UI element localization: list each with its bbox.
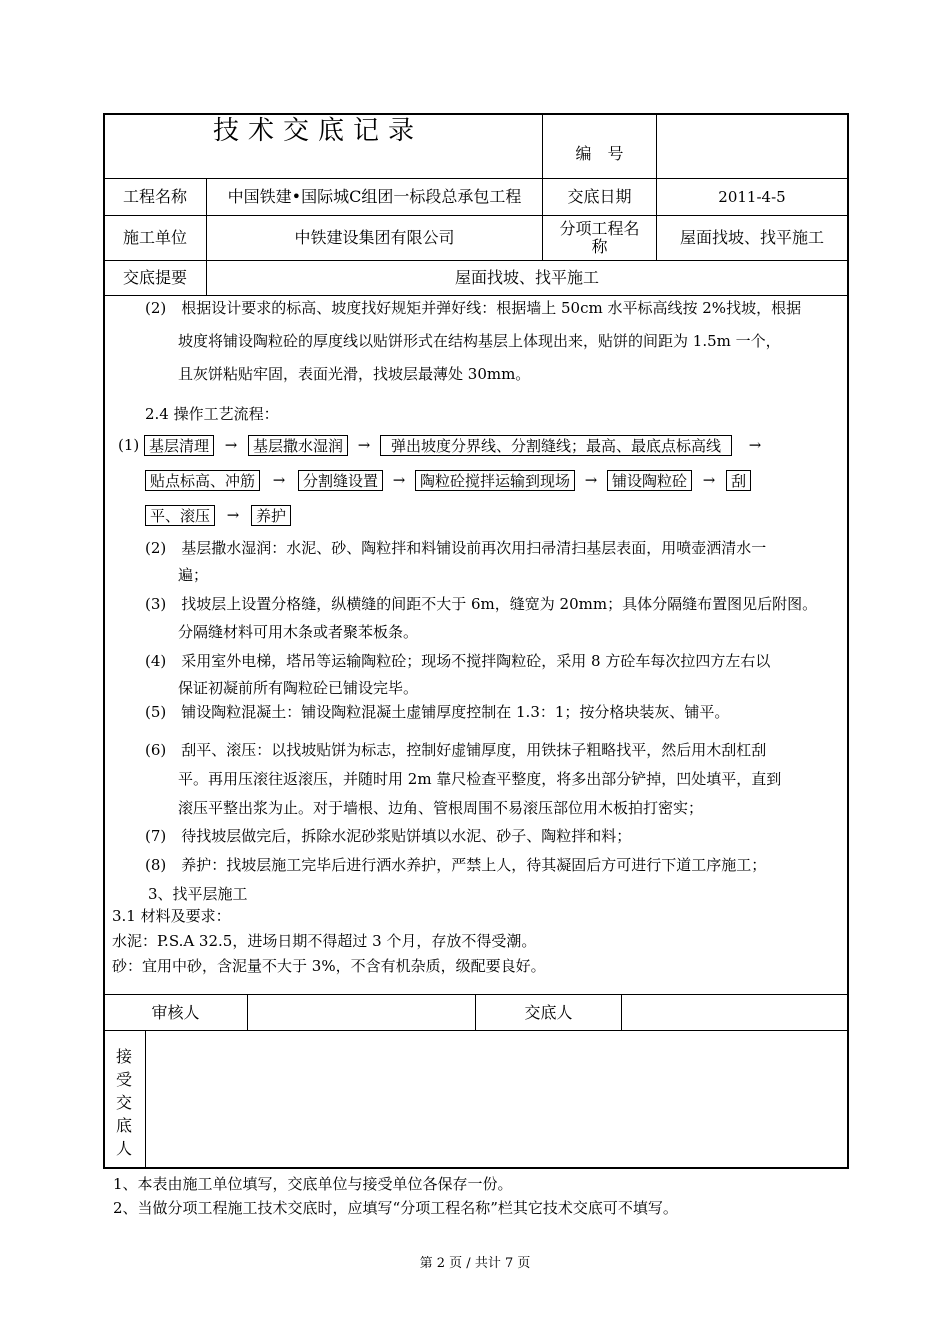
handover-value — [622, 995, 847, 1030]
receiver-char: 受 — [115, 1070, 132, 1089]
step-5-line-1: (5) 铺设陶粒混凝土：铺设陶粒混凝土虚铺厚度控制在 1.3：1；按分格块装灰、铺平。 — [145, 703, 730, 721]
date-value: 2011-4-5 — [718, 188, 786, 206]
step-3-line-2: 分隔缝材料可用木条或者聚苯板条。 — [178, 623, 419, 641]
unit-value: 中铁建设集团有限公司 — [294, 228, 455, 247]
page-footer: 第 2 页 / 共计 7 页 — [419, 1256, 531, 1271]
flow-step: 基层撒水湿润 — [248, 435, 348, 456]
note-2: 2、当做分项工程施工技术交底时，应填写“分项工程名称”栏其它技术交底可不填写。 — [113, 1199, 678, 1217]
project-label: 工程名称 — [122, 187, 187, 206]
flow-row-2 — [145, 468, 751, 492]
row-divider — [103, 295, 849, 296]
step-2-line-2: 遍； — [178, 566, 209, 584]
receiver-char: 人 — [115, 1139, 132, 1158]
step-6-line-3: 滚压平整出浆为止。对于墙根、边角、管根周围不易滚压部位用木板拍打密实； — [178, 799, 704, 817]
number-label: 编 号 — [575, 144, 624, 163]
step-6-line-1: (6) 刮平、滚压：以找坡贴饼为标志，控制好虚铺厚度，用铁抹子粗略找平，然后用木刮杠刮 — [145, 741, 767, 759]
step-6-line-2: 平。再用压滚往返滚压，并随时用 2m 靠尺检查平整度，将多出部分铲掉，凹处填平，直到 — [178, 770, 782, 788]
flow-heading: 2.4 操作工艺流程： — [145, 405, 279, 423]
arrow-icon: → — [272, 471, 286, 489]
p2-line-3: 且灰饼粘贴牢固，表面光滑，找坡层最薄处 30mm。 — [178, 365, 531, 383]
flow-step: 贴点标高、冲筋 — [145, 470, 260, 491]
flow-row-3 — [145, 503, 291, 527]
summary-label: 交底提要 — [122, 268, 187, 287]
cement-spec: 水泥：P.S.A 32.5，进场日期不得超过 3 个月，存放不得受潮。 — [112, 932, 537, 950]
step-7-line-1: (7) 待找坡层做完后，拆除水泥砂浆贴饼填以水泥、砂子、陶粒拌和料； — [145, 827, 632, 845]
flow-step: 养护 — [251, 505, 291, 526]
flow-step: 基层清理 — [144, 435, 214, 456]
step-2-line-1: (2) 基层撒水湿润：水泥、砂、陶粒拌和料铺设前再次用扫帚清扫基层表面，用喷壶洒清水一 — [145, 539, 767, 557]
arrow-icon: → — [702, 471, 716, 489]
arrow-icon: → — [584, 471, 598, 489]
flow-step: 陶粒砼搅拌运输到现场 — [415, 470, 575, 491]
reviewer-value — [248, 995, 475, 1030]
step-4-line-2: 保证初凝前所有陶粒砼已铺设完毕。 — [178, 679, 419, 697]
arrow-icon: → — [748, 436, 762, 454]
number-value — [657, 114, 847, 178]
row-divider — [103, 1030, 849, 1031]
receiver-char: 接 — [115, 1047, 132, 1066]
flow-step: 分割缝设置 — [298, 470, 383, 491]
flow-step: 弹出坡度分界线、分割缝线；最高、最底点标高线 — [380, 435, 732, 456]
arrow-icon: → — [392, 471, 406, 489]
section-3-heading: 3、找平层施工 — [148, 885, 248, 903]
sub-project-label — [543, 216, 656, 260]
date-label: 交底日期 — [567, 187, 632, 206]
unit-label: 施工单位 — [122, 228, 187, 247]
sub-project-label-line1: 分项工程名 — [559, 219, 640, 238]
flow-step: 平、滚压 — [145, 505, 215, 526]
reviewer-label: 审核人 — [151, 1002, 200, 1022]
sand-spec: 砂：宜用中砂，含泥量不大于 3%，不含有机杂质，级配要良好。 — [112, 957, 546, 975]
summary-value: 屋面找坡、找平施工 — [454, 268, 599, 287]
handover-label: 交底人 — [524, 1002, 573, 1022]
flow-index: (1) — [118, 436, 140, 454]
receiver-char: 交 — [115, 1093, 132, 1112]
flow-step: 铺设陶粒砼 — [607, 470, 692, 491]
document-title: 技术交底记录 — [213, 116, 424, 146]
arrow-icon: → — [224, 436, 238, 454]
sub-project-label-line2: 称 — [591, 237, 608, 256]
col-divider — [145, 1030, 146, 1169]
p2-line-1: (2) 根据设计要求的标高、坡度找好规矩并弹好线：根据墙上 50cm 水平标高线按 2%找坡，根据 — [145, 299, 802, 317]
arrow-icon: → — [226, 506, 240, 524]
step-8-line-1: (8) 养护：找坡层施工完毕后进行洒水养护，严禁上人，待其凝固后方可进行下道工序施工； — [145, 856, 767, 874]
sub-project-value: 屋面找坡、找平施工 — [679, 228, 824, 247]
step-4-line-1: (4) 采用室外电梯，塔吊等运输陶粒砼；现场不搅拌陶粒砼，采用 8 方砼车每次拉四方左右以 — [145, 652, 771, 670]
receiver-char: 底 — [115, 1116, 132, 1135]
section-3-1: 3.1 材料及要求： — [112, 907, 231, 925]
receiver-label — [113, 1045, 135, 1160]
p2-line-2: 坡度将铺设陶粒砼的厚度线以贴饼形式在结构基层上体现出来，贴饼的间距为 1.5m 一个， — [178, 332, 781, 350]
project-value: 中国铁建•国际城C组团一标段总承包工程 — [227, 187, 522, 206]
note-1: 1、本表由施工单位填写，交底单位与接受单位各保存一份。 — [113, 1175, 513, 1193]
arrow-icon: → — [357, 436, 371, 454]
flow-step: 刮 — [726, 470, 751, 491]
step-3-line-1: (3) 找坡层上设置分格缝，纵横缝的间距不大于 6m，缝宽为 20mm；具体分隔缝布置图见后附图。 — [145, 595, 818, 613]
flow-row-1 — [118, 433, 778, 457]
